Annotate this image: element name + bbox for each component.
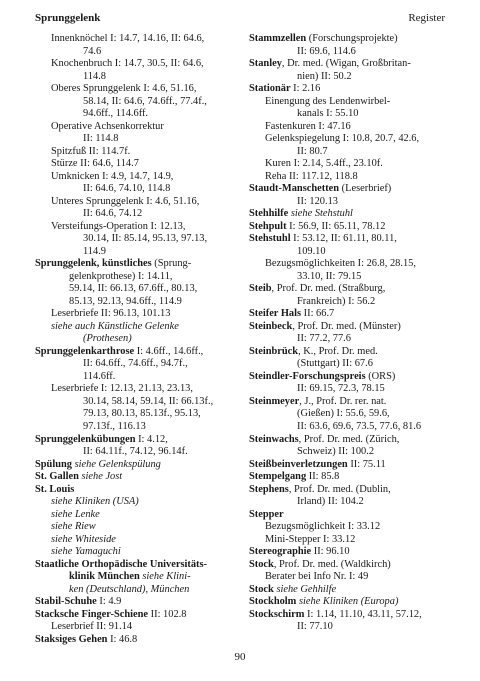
entry-term: Steinbeck	[249, 320, 293, 332]
index-subline	[35, 446, 231, 459]
entry-term: Stanley	[249, 58, 282, 70]
entry-text: I: 56.9, II: 65.11, 78.12	[286, 220, 386, 232]
index-entry	[35, 346, 231, 359]
index-entry	[249, 396, 445, 409]
entry-term: Stempelgang	[249, 471, 307, 483]
entry-text: , Dr. med. (Wigan, Großbritan-	[281, 58, 411, 70]
entry-text: II: 96.10	[311, 546, 350, 558]
index-subline	[249, 571, 445, 584]
index-entry	[249, 58, 445, 71]
index-entry	[35, 596, 231, 609]
entry-term: St. Louis	[35, 483, 75, 495]
index-subline	[35, 121, 231, 134]
cross-reference: siehe Gelenkspülung	[74, 458, 161, 470]
index-entry	[249, 559, 445, 572]
index-entry	[249, 83, 445, 96]
entry-text: I: 2.16	[290, 83, 321, 95]
entry-text: Innenknöchel I: 14.7, 14.16, II: 64.6,	[51, 33, 205, 44]
entry-text: Gelenkspiegelung I: 10.8, 20.7, 42.6,	[265, 133, 420, 145]
entry-text: 97.13f., 116.13	[83, 420, 146, 432]
page-number: 90	[234, 651, 246, 663]
index-subline	[35, 584, 231, 597]
entry-text: 58.14, II: 64.6, 74.6ff., 77.4f.,	[83, 95, 207, 107]
entry-term: Staksiges Gehen	[35, 633, 108, 645]
entry-text: Oberes Sprunggelenk I: 4.6, 51.16,	[51, 83, 197, 95]
right-index-column	[249, 33, 445, 634]
entry-text: Bezugsmöglichkeiten I: 26.8, 28.15,	[265, 258, 416, 270]
entry-term: Stockschirm	[249, 608, 305, 620]
index-entry	[35, 609, 231, 622]
entry-text: 59.14, II: 66.13, 67.6ff., 80.13,	[69, 283, 198, 295]
index-subline	[249, 258, 445, 271]
index-entry	[35, 634, 231, 647]
entry-text: Schweiz) II: 100.2	[297, 446, 375, 458]
index-subline	[249, 521, 445, 534]
entry-text: (Leserbrief)	[339, 183, 392, 195]
entry-text: 33.10, II: 79.15	[297, 270, 362, 282]
index-subline	[35, 133, 231, 146]
index-subline	[35, 83, 231, 96]
cross-reference: siehe Klini-	[142, 571, 191, 583]
entry-text: Leserbriefe I: 12.13, 21.13, 23.13,	[51, 383, 193, 395]
index-subline	[35, 509, 231, 522]
entry-text: Irland) II: 104.2	[297, 496, 364, 508]
entry-text: II: 80.7	[297, 145, 328, 157]
entry-text: 114.9	[83, 245, 106, 257]
index-subline	[35, 333, 231, 346]
header-section: Register	[408, 12, 445, 24]
index-subline	[249, 496, 445, 509]
entry-text: , Prof. Dr. med. (Straßburg,	[271, 283, 386, 295]
index-subline	[35, 246, 231, 259]
entry-text: , Prof. Dr. med. (Zürich,	[298, 433, 400, 445]
index-entry	[249, 308, 445, 321]
index-subline	[35, 171, 231, 184]
entry-text: 114.6ff.	[83, 370, 116, 382]
entry-term: Stock	[249, 558, 274, 570]
index-entry	[35, 559, 231, 572]
cross-reference: siehe Yamaguchi	[51, 546, 121, 558]
entry-text: (Gießen) I: 55.6, 59.6,	[297, 408, 390, 420]
index-subline	[35, 534, 231, 547]
index-subline	[35, 321, 231, 334]
entry-term: Steinbrück	[249, 345, 299, 357]
cross-reference: siehe Kliniken (Europa)	[298, 596, 399, 608]
entry-text: II: 77.2, 77.6	[297, 333, 351, 345]
index-subline	[35, 158, 231, 171]
entry-text: I: 46.8	[107, 633, 138, 645]
entry-text: I: 1.14, 11.10, 43.11, 57.12,	[304, 608, 422, 620]
index-subline	[35, 146, 231, 159]
index-subline	[249, 421, 445, 434]
entry-term: Stereographie	[249, 546, 312, 558]
index-subline	[249, 146, 445, 159]
entry-text: , Prof. Dr. med. (Waldkirch)	[273, 558, 391, 570]
entry-text: 79.13, 80.13, 85.13f., 95.13,	[83, 408, 201, 420]
cross-reference: siehe Stehstuhl	[290, 208, 353, 220]
index-entry	[249, 321, 445, 334]
index-subline	[249, 296, 445, 309]
entry-text: Versteifungs-Operation I: 12.13,	[51, 220, 186, 232]
running-header	[35, 12, 445, 28]
entry-term: Stockholm	[249, 596, 297, 608]
index-entry	[249, 346, 445, 359]
entry-text: 74.6	[83, 45, 102, 57]
index-subline	[35, 183, 231, 196]
entry-text: kanals I: 55.10	[297, 108, 359, 120]
left-index-column	[35, 33, 231, 646]
index-subline	[35, 271, 231, 284]
entry-text: Unteres Sprunggelenk I: 4.6, 51.16,	[51, 195, 200, 207]
entry-text: I: 53.12, II: 61.11, 80.11,	[290, 233, 397, 245]
entry-term: Sprunggelenk, künstliches	[35, 258, 152, 270]
index-subline	[35, 208, 231, 221]
index-subline	[35, 71, 231, 84]
entry-text: Knochenbruch I: 14.7, 30.5, II: 64.6,	[51, 58, 204, 70]
entry-text: Bezugsmöglichkeit I: 33.12	[265, 521, 381, 533]
index-entry	[249, 459, 445, 472]
index-subline	[249, 158, 445, 171]
entry-text: Einengung des Lendenwirbel-	[265, 95, 391, 107]
entry-text: Kuren I: 2.14, 5.4ff., 23.10f.	[265, 158, 383, 170]
index-subline	[35, 96, 231, 109]
index-subline	[35, 221, 231, 234]
index-subline	[249, 246, 445, 259]
cross-reference: siehe Riew	[51, 521, 96, 533]
index-subline	[35, 308, 231, 321]
entry-term: Stephens	[249, 483, 289, 495]
index-entry	[249, 609, 445, 622]
index-entry	[249, 546, 445, 559]
index-entry	[249, 509, 445, 522]
index-subline	[249, 446, 445, 459]
index-subline	[35, 521, 231, 534]
cross-reference: siehe auch Künstliche Gelenke	[51, 320, 179, 332]
entry-term: Sprunggelenkarthrose	[35, 345, 135, 357]
index-subline	[35, 358, 231, 371]
entry-text: , Prof. Dr. med. (Dublin,	[288, 483, 391, 495]
entry-term: Stationär	[249, 83, 291, 95]
index-entry	[35, 471, 231, 484]
index-entry	[249, 233, 445, 246]
cross-reference: siehe Gehhilfe	[276, 583, 337, 595]
cross-reference: siehe Lenke	[51, 508, 100, 520]
index-subline	[249, 46, 445, 59]
entry-term: Stabil-Schuhe	[35, 596, 97, 608]
entry-text: Operative Achsenkorrektur	[51, 120, 164, 132]
entry-text: II: 63.6, 69.6, 73.5, 77.6, 81.6	[297, 420, 422, 432]
entry-text: 114.8	[83, 70, 106, 82]
entry-text: I: 4.6ff., 14.6ff.,	[134, 345, 204, 357]
index-subline	[35, 421, 231, 434]
entry-text: Stürze II: 64.6, 114.7	[51, 158, 139, 170]
entry-text: , K., Prof. Dr. med.	[298, 345, 378, 357]
index-subline	[35, 371, 231, 384]
entry-text: I: 4.12,	[135, 433, 168, 445]
entry-text: II: 114.8	[83, 133, 119, 145]
entry-text: II: 64.6ff., 74.6ff., 94.7f.,	[83, 358, 188, 370]
entry-term: Stepper	[249, 508, 284, 520]
entry-term: Stehstuhl	[249, 233, 291, 245]
entry-text: (Stuttgart) II: 67.6	[297, 358, 373, 370]
entry-text: gelenkprothese) I: 14.11,	[69, 270, 173, 282]
index-entry	[249, 283, 445, 296]
entry-text: , J., Prof. Dr. rer. nat.	[299, 395, 387, 407]
entry-text: II: 77.10	[297, 621, 333, 633]
entry-term: Stacksche Finger-Schiene	[35, 608, 149, 620]
entry-text: II: 69.6, 114.6	[297, 45, 356, 57]
entry-text: II: 69.15, 72.3, 78.15	[297, 383, 385, 395]
entry-term: Stammzellen	[249, 33, 307, 44]
entry-text: (Forschungsprojekte)	[306, 33, 398, 44]
index-entry	[35, 484, 231, 497]
index-entry	[35, 459, 231, 472]
entry-text: (ORS)	[365, 370, 396, 382]
entry-text: nien) II: 50.2	[297, 70, 352, 82]
index-entry	[35, 258, 231, 271]
entry-text: Leserbrief II: 91.14	[51, 621, 133, 633]
entry-term: Steißbeinverletzungen	[249, 458, 348, 470]
entry-term: klinik München	[69, 571, 140, 583]
cross-reference: ken (Deutschland), München	[69, 583, 190, 595]
index-entry	[249, 584, 445, 597]
index-subline	[35, 46, 231, 59]
index-subline	[35, 621, 231, 634]
index-subline	[249, 333, 445, 346]
index-subline	[249, 196, 445, 209]
entry-text: II: 66.7	[301, 308, 335, 320]
index-subline	[35, 383, 231, 396]
entry-text: Fastenkuren I: 47.16	[265, 120, 351, 132]
index-subline	[249, 383, 445, 396]
entry-text: Frankreich) I: 56.2	[297, 295, 376, 307]
index-subline	[35, 396, 231, 409]
entry-text: (Sprung-	[151, 258, 192, 270]
entry-text: Leserbriefe II: 96.13, 101.13	[51, 308, 171, 320]
index-subline	[35, 58, 231, 71]
entry-text: Mini-Stepper I: 33.12	[265, 533, 356, 545]
entry-text: Reha II: 117.12, 118.8	[265, 170, 358, 182]
index-entry	[249, 434, 445, 447]
index-subline	[249, 358, 445, 371]
index-subline	[249, 108, 445, 121]
entry-term: Steifer Hals	[249, 308, 302, 320]
entry-term: Spülung	[35, 458, 72, 470]
entry-text: II: 85.8	[306, 471, 340, 483]
entry-text: 30.14, 58.14, 59.14, II: 66.13f.,	[83, 395, 214, 407]
entry-text: Umknicken I: 4.9, 14.7, 14.9,	[51, 170, 174, 182]
index-subline	[249, 96, 445, 109]
index-entry	[249, 471, 445, 484]
entry-text: II: 64.11f., 74.12, 96.14f.	[83, 446, 188, 458]
index-subline	[35, 496, 231, 509]
index-subline	[35, 546, 231, 559]
entry-text: II: 75.11	[347, 458, 386, 470]
entry-term: Steinwachs	[249, 433, 299, 445]
index-entry	[249, 208, 445, 221]
index-entry	[249, 484, 445, 497]
index-subline	[249, 621, 445, 634]
entry-text: Berater bei Info Nr. I: 49	[265, 571, 369, 583]
entry-term: Steindler-Forschungspreis	[249, 370, 366, 382]
index-subline	[249, 71, 445, 84]
entry-text: II: 64.6, 74.10, 114.8	[83, 183, 171, 195]
index-subline	[35, 571, 231, 584]
entry-text: I: 4.9	[96, 596, 122, 608]
index-subline	[249, 534, 445, 547]
index-subline	[35, 33, 231, 46]
entry-text: 109.10	[297, 245, 326, 257]
index-entry	[249, 371, 445, 384]
index-subline	[249, 121, 445, 134]
index-entry	[249, 183, 445, 196]
entry-text: 30.14, II: 85.14, 95.13, 97.13,	[83, 233, 208, 245]
index-entry	[35, 434, 231, 447]
entry-text: 85.13, 92.13, 94.6ff., 114.9	[69, 295, 182, 307]
index-subline	[249, 408, 445, 421]
cross-reference: (Prothesen)	[83, 333, 132, 345]
entry-term: Stehpult	[249, 220, 287, 232]
header-title: Sprunggelenk	[35, 12, 101, 24]
entry-term: Sprunggelenkübungen	[35, 433, 136, 445]
entry-term: Steinmeyer	[249, 395, 300, 407]
entry-text: II: 64.6, 74.12	[83, 208, 143, 220]
cross-reference: siehe Kliniken (USA)	[51, 496, 139, 508]
index-subline	[249, 271, 445, 284]
cross-reference: siehe Whiteside	[51, 533, 116, 545]
entry-term: Staatliche Orthopädische Universitäts-	[35, 558, 208, 570]
entry-term: Staudt-Manschetten	[249, 183, 340, 195]
entry-text: II: 120.13	[297, 195, 338, 207]
entry-text: , Prof. Dr. med. (Münster)	[292, 320, 401, 332]
index-subline	[35, 408, 231, 421]
index-subline	[35, 283, 231, 296]
index-subline	[35, 296, 231, 309]
entry-text: Spitzfuß II: 114.7f.	[51, 145, 131, 157]
index-entry	[249, 33, 445, 46]
entry-text: II: 102.8	[148, 608, 187, 620]
index-subline	[35, 196, 231, 209]
entry-term: Stehhilfe	[249, 208, 289, 220]
index-subline	[249, 171, 445, 184]
entry-term: Steib	[249, 283, 272, 295]
index-subline	[35, 233, 231, 246]
entry-term: St. Gallen	[35, 471, 79, 483]
index-entry	[249, 221, 445, 234]
index-entry	[249, 596, 445, 609]
entry-text: 94.6ff., 114.6ff.	[83, 108, 149, 120]
cross-reference: siehe Jost	[81, 471, 123, 483]
index-subline	[35, 108, 231, 121]
index-subline	[249, 133, 445, 146]
entry-term: Stock	[249, 583, 274, 595]
